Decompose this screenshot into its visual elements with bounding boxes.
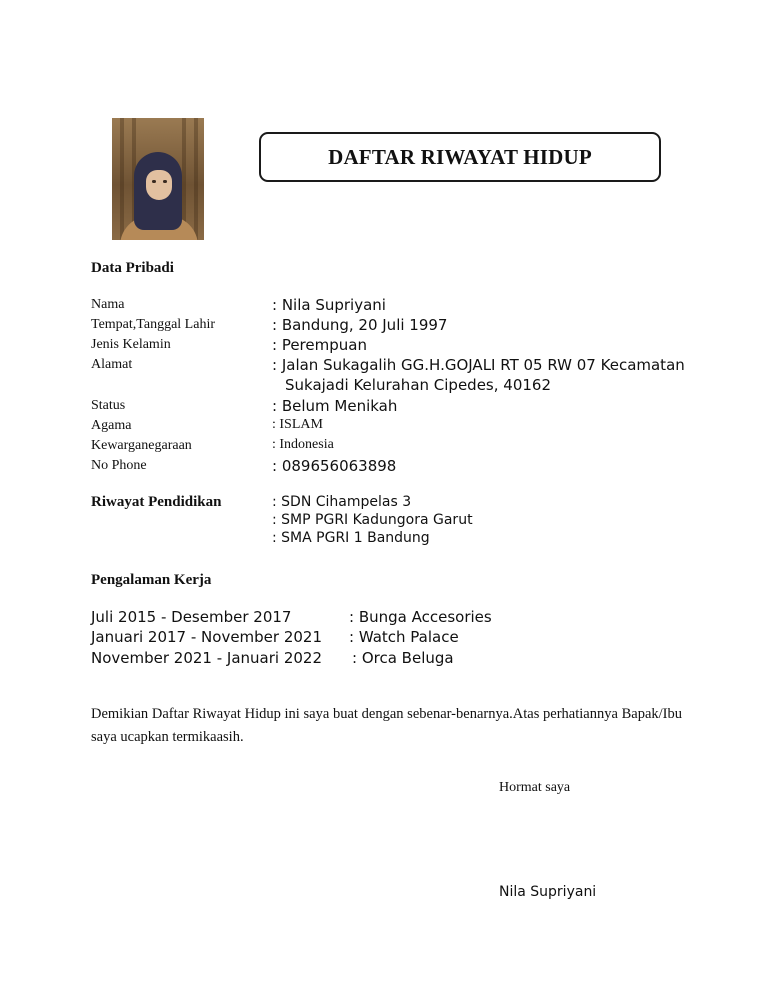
signature-name: Nila Supriyani: [499, 884, 597, 900]
label-jenis-kelamin: Jenis Kelamin: [91, 337, 171, 352]
title-box: [259, 132, 661, 182]
label-ttl: Tempat,Tanggal Lahir: [91, 317, 215, 332]
label-kewarganegaraan: Kewarganegaraan: [91, 438, 192, 453]
work-period: November 2021 - Januari 2022: [91, 649, 323, 667]
work-heading: Pengalaman Kerja: [91, 572, 212, 588]
value-alamat: : Jalan Sukagalih GG.H.GOJALI RT 05 RW 07 Kecamatan: [272, 356, 685, 374]
personal-heading: Data Pribadi: [91, 260, 174, 276]
work-place: : Orca Beluga: [352, 649, 454, 667]
value-status: : Belum Menikah: [272, 397, 398, 415]
education-item: : SMA PGRI 1 Bandung: [272, 530, 430, 546]
value-nama: : Nila Supriyani: [272, 296, 386, 314]
education-item: : SDN Cihampelas 3: [272, 494, 412, 510]
closing-statement: Demikian Daftar Riwayat Hidup ini saya buat dengan sebenar-benarnya.Atas perhatiannya Bapak/Ibu saya ucapkan termikaasih.: [91, 706, 682, 745]
label-agama: Agama: [91, 418, 132, 433]
value-alamat-line2: Sukajadi Kelurahan Cipedes, 40162: [285, 376, 551, 394]
value-agama: : ISLAM: [272, 417, 323, 432]
education-heading: Riwayat Pendidikan: [91, 494, 222, 510]
work-period: Juli 2015 - Desember 2017: [91, 608, 292, 626]
profile-photo: [112, 118, 204, 240]
value-ttl: : Bandung, 20 Juli 1997: [272, 316, 448, 334]
label-status: Status: [91, 398, 126, 413]
label-no-phone: No Phone: [91, 458, 147, 473]
value-no-phone: : 089656063898: [272, 457, 397, 475]
work-period: Januari 2017 - November 2021: [91, 628, 323, 646]
label-alamat: Alamat: [91, 357, 133, 372]
value-jenis-kelamin: : Perempuan: [272, 336, 367, 354]
page-title: DAFTAR RIWAYAT HIDUP: [328, 144, 592, 169]
work-place: : Watch Palace: [349, 628, 459, 646]
label-nama: Nama: [91, 297, 125, 312]
regards-text: Hormat saya: [499, 780, 571, 795]
value-kewarganegaraan: : Indonesia: [272, 437, 334, 452]
work-place: : Bunga Accesories: [349, 608, 492, 626]
education-item: : SMP PGRI Kadungora Garut: [272, 512, 473, 528]
